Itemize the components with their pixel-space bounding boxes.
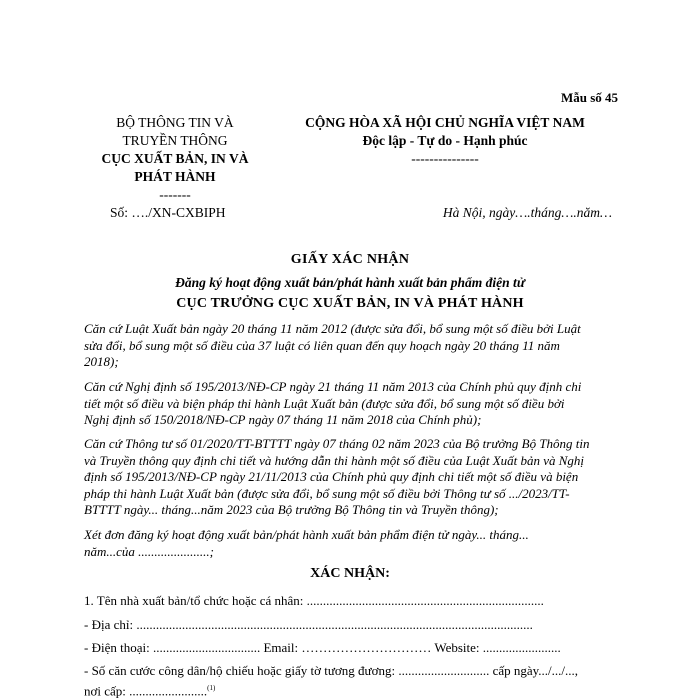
- department-name-line2: PHÁT HÀNH: [134, 169, 216, 184]
- country-name: CỘNG HÒA XÃ HỘI CHỦ NGHĨA VIỆT NAM: [305, 115, 585, 130]
- legal-basis-law-line3: 2018);: [84, 354, 119, 369]
- ministry-name-line2: TRUYỀN THÔNG: [122, 133, 228, 148]
- field-address: - Địa chỉ: ..........................................................................................................................: [84, 617, 533, 632]
- issuing-authority-header: [100, 114, 250, 204]
- form-number: Mẫu số 45: [560, 90, 618, 105]
- legal-basis-circular-line5: BTTTT ngày... tháng...năm 2023 của Bộ trưởng Bộ Thông tin và Truyền thông);: [84, 502, 499, 517]
- department-name-line1: CỤC XUẤT BẢN, IN VÀ: [101, 151, 249, 166]
- document-subtitle: Đăng ký hoạt động xuất bản/phát hành xuất bản phẩm điện tử: [175, 275, 525, 290]
- document-number: Số: …./XN-CXBIPH: [110, 205, 226, 220]
- legal-basis-decree-line1: Căn cứ Nghị định số 195/2013/NĐ-CP ngày 21 tháng 11 năm 2013 của Chính phủ quy định chi: [84, 379, 582, 394]
- place-date: Hà Nội, ngày….tháng….năm…: [442, 205, 612, 220]
- ministry-name-line1: BỘ THÔNG TIN VÀ: [116, 115, 234, 130]
- field-id-number: - Số căn cước công dân/hộ chiếu hoặc giấy tờ tương đương: ............................ cấp ngày.../.../...,: [84, 663, 579, 678]
- legal-basis-decree-line3: Nghị định số 150/2018/NĐ-CP ngày 07 tháng 11 năm 2018 của Chính phủ);: [84, 412, 482, 427]
- document-title: GIẤY XÁC NHẬN: [290, 252, 410, 267]
- field-phone-email-website: - Điện thoại: ................................. Email: ………………………… Website: ........................: [84, 640, 561, 655]
- legal-basis-circular-line3: định số 195/2013/NĐ-CP ngày 21/11/2013 của Chính phủ quy định chi tiết một số điều và biện: [84, 469, 579, 484]
- legal-basis-circular: [84, 436, 624, 519]
- legal-basis-circular-line2: và Truyền thông quy định chi tiết và hướng dẫn thi hành một số điều của Luật Xuất bản và Nghị: [84, 452, 585, 468]
- application-consideration-line2: năm...của ......................;: [84, 543, 214, 559]
- legal-basis-law-line2: sửa đổi, bổ sung một số điều của 37 luật có liên quan đến quy hoạch ngày 20 tháng 11 năm: [84, 337, 560, 353]
- director-heading: CỤC TRƯỞNG CỤC XUẤT BẢN, IN VÀ PHÁT HÀNH: [176, 296, 524, 311]
- confirm-heading: XÁC NHẬN:: [310, 566, 390, 581]
- field-id-issued-place: [84, 680, 644, 699]
- header-right-separator: ---------------: [411, 151, 479, 166]
- field-organization-name: 1. Tên nhà xuất bản/tổ chức hoặc cá nhân: .........................................................................: [84, 593, 544, 608]
- header-left-separator: -------: [159, 187, 191, 202]
- national-motto: Độc lập - Tự do - Hạnh phúc: [362, 133, 528, 148]
- application-consideration-line1: Xét đơn đăng ký hoạt động xuất bản/phát hành xuất bản phẩm điện tử ngày... tháng...: [84, 527, 529, 542]
- national-header: [290, 114, 600, 168]
- legal-basis-law: [84, 321, 624, 371]
- legal-basis-decree: [84, 379, 624, 429]
- legal-basis-circular-line4: pháp thi hành Luật Xuất bản (được sửa đổi, bổ sung một số điều bởi Thông tư số .../2023/TT-: [84, 485, 570, 501]
- field-id-issued-place-label: nơi cấp: ........................: [84, 683, 208, 699]
- legal-basis-circular-line1: Căn cứ Thông tư số 01/2020/TT-BTTTT ngày 07 tháng 02 năm 2023 của Bộ trưởng Bộ Thông tin: [84, 436, 590, 451]
- legal-basis-law-line1: Căn cứ Luật Xuất bản ngày 20 tháng 11 năm 2012 (được sửa đổi, bổ sung một số điều bởi Luật: [84, 321, 581, 336]
- legal-basis-decree-line2: tiết một số điều và biện pháp thi hành Luật Xuất bản (được sửa đổi, bổ sung một số điều bởi: [84, 395, 565, 411]
- application-consideration: [84, 527, 624, 560]
- footnote-marker: (1): [207, 684, 216, 692]
